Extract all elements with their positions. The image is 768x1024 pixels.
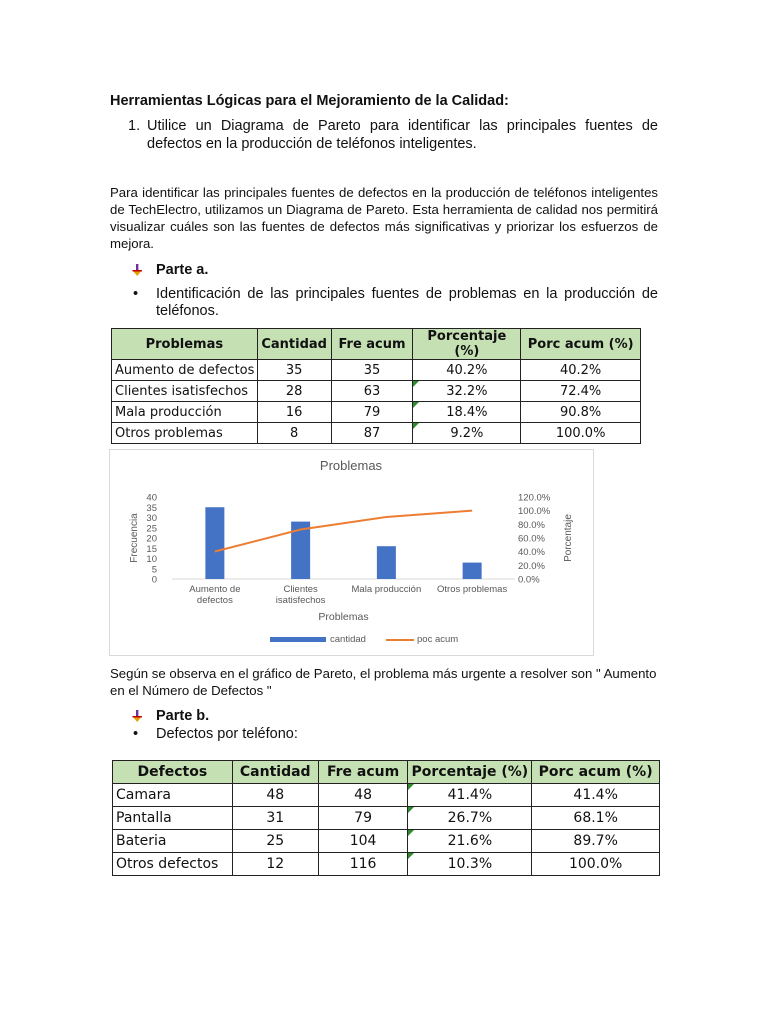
x-axis-title: Problemas <box>318 611 369 623</box>
table-cell: 28 <box>257 381 331 402</box>
part-a-bullet <box>133 286 658 320</box>
y-tick-label: 35 <box>146 502 157 514</box>
bullet-dot: • <box>133 726 139 742</box>
bullet-dot: • <box>133 286 139 302</box>
table-cell: 41.4% <box>532 784 660 807</box>
section-heading: Herramientas Lógicas para el Mejoramiento de la Calidad: <box>110 93 509 109</box>
y2-tick-label: 100.0% <box>518 506 551 518</box>
table-cell: 8 <box>257 423 331 444</box>
table-cell: 100.0% <box>521 423 641 444</box>
table-cell: 104 <box>318 830 408 853</box>
error-flag-icon <box>413 423 419 429</box>
x-tick-label: Aumento de <box>189 584 241 595</box>
x-tick-label: defectos <box>196 595 233 606</box>
table-cell: 12 <box>232 853 318 876</box>
table-cell: 68.1% <box>532 807 660 830</box>
table-header: Cantidad <box>232 761 318 784</box>
error-flag-icon <box>408 853 414 859</box>
table-header: Porcentaje (%) <box>408 761 532 784</box>
y-tick-label: 20 <box>146 533 157 545</box>
table-cell-flagged <box>408 784 532 807</box>
table-cell: 25 <box>232 830 318 853</box>
table-header: Cantidad <box>257 329 331 360</box>
legend-label: cantidad <box>330 634 366 645</box>
y-tick-label: 0 <box>151 574 157 586</box>
table-cell-flagged <box>413 381 521 402</box>
table-cell: 35 <box>257 360 331 381</box>
table-cell: 16 <box>257 402 331 423</box>
cell-text: 9.2% <box>450 425 484 441</box>
problems-table <box>111 328 641 444</box>
table-header: Problemas <box>112 329 258 360</box>
table-cell: Pantalla <box>113 807 233 830</box>
item-text: Utilice un Diagrama de Pareto para identificar las principales fuentes de defectos en la producción de teléfonos inteligentes. <box>147 118 658 152</box>
part-b-bullet <box>133 726 658 743</box>
table-cell: 72.4% <box>521 381 641 402</box>
legend-swatch-bar <box>270 637 326 642</box>
part-b-bullet-text: Defectos por teléfono: <box>156 726 298 742</box>
table-cell: 31 <box>232 807 318 830</box>
table-header: Fre acum <box>331 329 413 360</box>
table-row <box>113 784 660 807</box>
table-cell: Otros defectos <box>113 853 233 876</box>
table-cell-flagged <box>408 830 532 853</box>
table-cell: 40.2% <box>413 360 521 381</box>
arrow-down-icon <box>130 709 144 723</box>
error-flag-icon <box>408 784 414 790</box>
arrow-down-icon <box>130 263 144 277</box>
error-flag-icon <box>408 830 414 836</box>
cell-text: 26.7% <box>447 810 493 826</box>
bar-4 <box>463 563 482 579</box>
table-row <box>112 381 641 402</box>
table-cell-flagged <box>413 423 521 444</box>
part-b-title: Parte b. <box>156 708 210 724</box>
error-flag-icon <box>413 402 419 408</box>
defects-table <box>112 760 660 876</box>
table-row <box>113 853 660 876</box>
table-header: Porc acum (%) <box>532 761 660 784</box>
y2-tick-label: 60.0% <box>518 533 545 545</box>
table-cell: 63 <box>331 381 413 402</box>
table-cell: 48 <box>232 784 318 807</box>
part-a-title: Parte a. <box>156 262 209 278</box>
table-cell: Clientes isatisfechos <box>112 381 258 402</box>
table-cell: 116 <box>318 853 408 876</box>
numbered-item-1 <box>128 117 658 153</box>
cumulative-line <box>215 511 472 552</box>
part-a-bullet-text: Identificación de las principales fuentes de problemas en la producción de teléfonos. <box>156 286 658 319</box>
table-cell: 90.8% <box>521 402 641 423</box>
y2-tick-label: 120.0% <box>518 492 551 504</box>
table-row <box>113 830 660 853</box>
cell-text: 18.4% <box>446 404 488 420</box>
pareto-chart-svg <box>110 450 593 655</box>
item-number: 1. <box>128 118 141 134</box>
table-header: Porc acum (%) <box>521 329 641 360</box>
y-tick-label: 30 <box>146 513 157 524</box>
legend-label: poc acum <box>417 634 459 645</box>
table-row <box>112 402 641 423</box>
pareto-chart <box>109 449 594 656</box>
y-tick-label: 25 <box>146 523 157 535</box>
table-cell: Camara <box>113 784 233 807</box>
table-cell: 48 <box>318 784 408 807</box>
table-cell: 79 <box>331 402 413 423</box>
table-header: Defectos <box>113 761 233 784</box>
y2-tick-label: 0.0% <box>518 574 540 586</box>
table-cell: Aumento de defectos <box>112 360 258 381</box>
y2-axis-title: Porcentaje <box>563 514 574 562</box>
table-cell: Otros problemas <box>112 423 258 444</box>
cell-text: 21.6% <box>447 833 493 849</box>
table-cell-flagged <box>408 853 532 876</box>
table-cell: 35 <box>331 360 413 381</box>
table-cell: Mala producción <box>112 402 258 423</box>
intro-paragraph: Para identificar las principales fuentes de defectos en la producción de teléfonos inteligentes de TechElectro, utilizamos un Diagrama de Pareto. Esta herramienta de calidad nos permitirá visualizar cuáles son las fuentes de defectos más significativas y priorizar los esfuerzos de mejora. <box>110 185 658 251</box>
cell-text: 32.2% <box>446 383 488 399</box>
y-tick-label: 10 <box>146 554 157 565</box>
chart-title: Problemas <box>319 458 383 473</box>
table-row <box>112 423 641 444</box>
table-header: Porcentaje (%) <box>413 329 521 360</box>
y-tick-label: 40 <box>146 492 157 504</box>
x-tick-label: Mala producción <box>351 584 422 595</box>
y2-tick-label: 40.0% <box>518 547 545 559</box>
table-row <box>113 807 660 830</box>
y-tick-label: 15 <box>146 543 157 555</box>
y-axis-title: Frecuencia <box>129 513 140 563</box>
table-row <box>112 360 641 381</box>
y-tick-label: 5 <box>151 564 157 576</box>
bar-1 <box>205 507 224 579</box>
x-tick-label: Otros problemas <box>437 584 508 595</box>
table-cell: 100.0% <box>532 853 660 876</box>
y2-tick-label: 20.0% <box>518 560 545 572</box>
table-cell: 79 <box>318 807 408 830</box>
error-flag-icon <box>408 807 414 813</box>
cell-text: 10.3% <box>447 856 493 872</box>
table-cell: 40.2% <box>521 360 641 381</box>
cell-text: 41.4% <box>447 787 493 803</box>
x-tick-label: Clientes <box>283 584 318 595</box>
table-cell: Bateria <box>113 830 233 853</box>
conclusion-paragraph: Según se observa en el gráfico de Pareto, el problema más urgente a resolver son " Aumento en el Número de Defectos " <box>110 666 657 698</box>
error-flag-icon <box>413 381 419 387</box>
x-tick-label: isatisfechos <box>275 595 326 606</box>
bar-3 <box>377 546 396 579</box>
y2-tick-label: 80.0% <box>518 519 545 531</box>
table-cell: 89.7% <box>532 830 660 853</box>
table-header: Fre acum <box>318 761 408 784</box>
table-cell: 87 <box>331 423 413 444</box>
table-cell-flagged <box>413 402 521 423</box>
table-cell-flagged <box>408 807 532 830</box>
